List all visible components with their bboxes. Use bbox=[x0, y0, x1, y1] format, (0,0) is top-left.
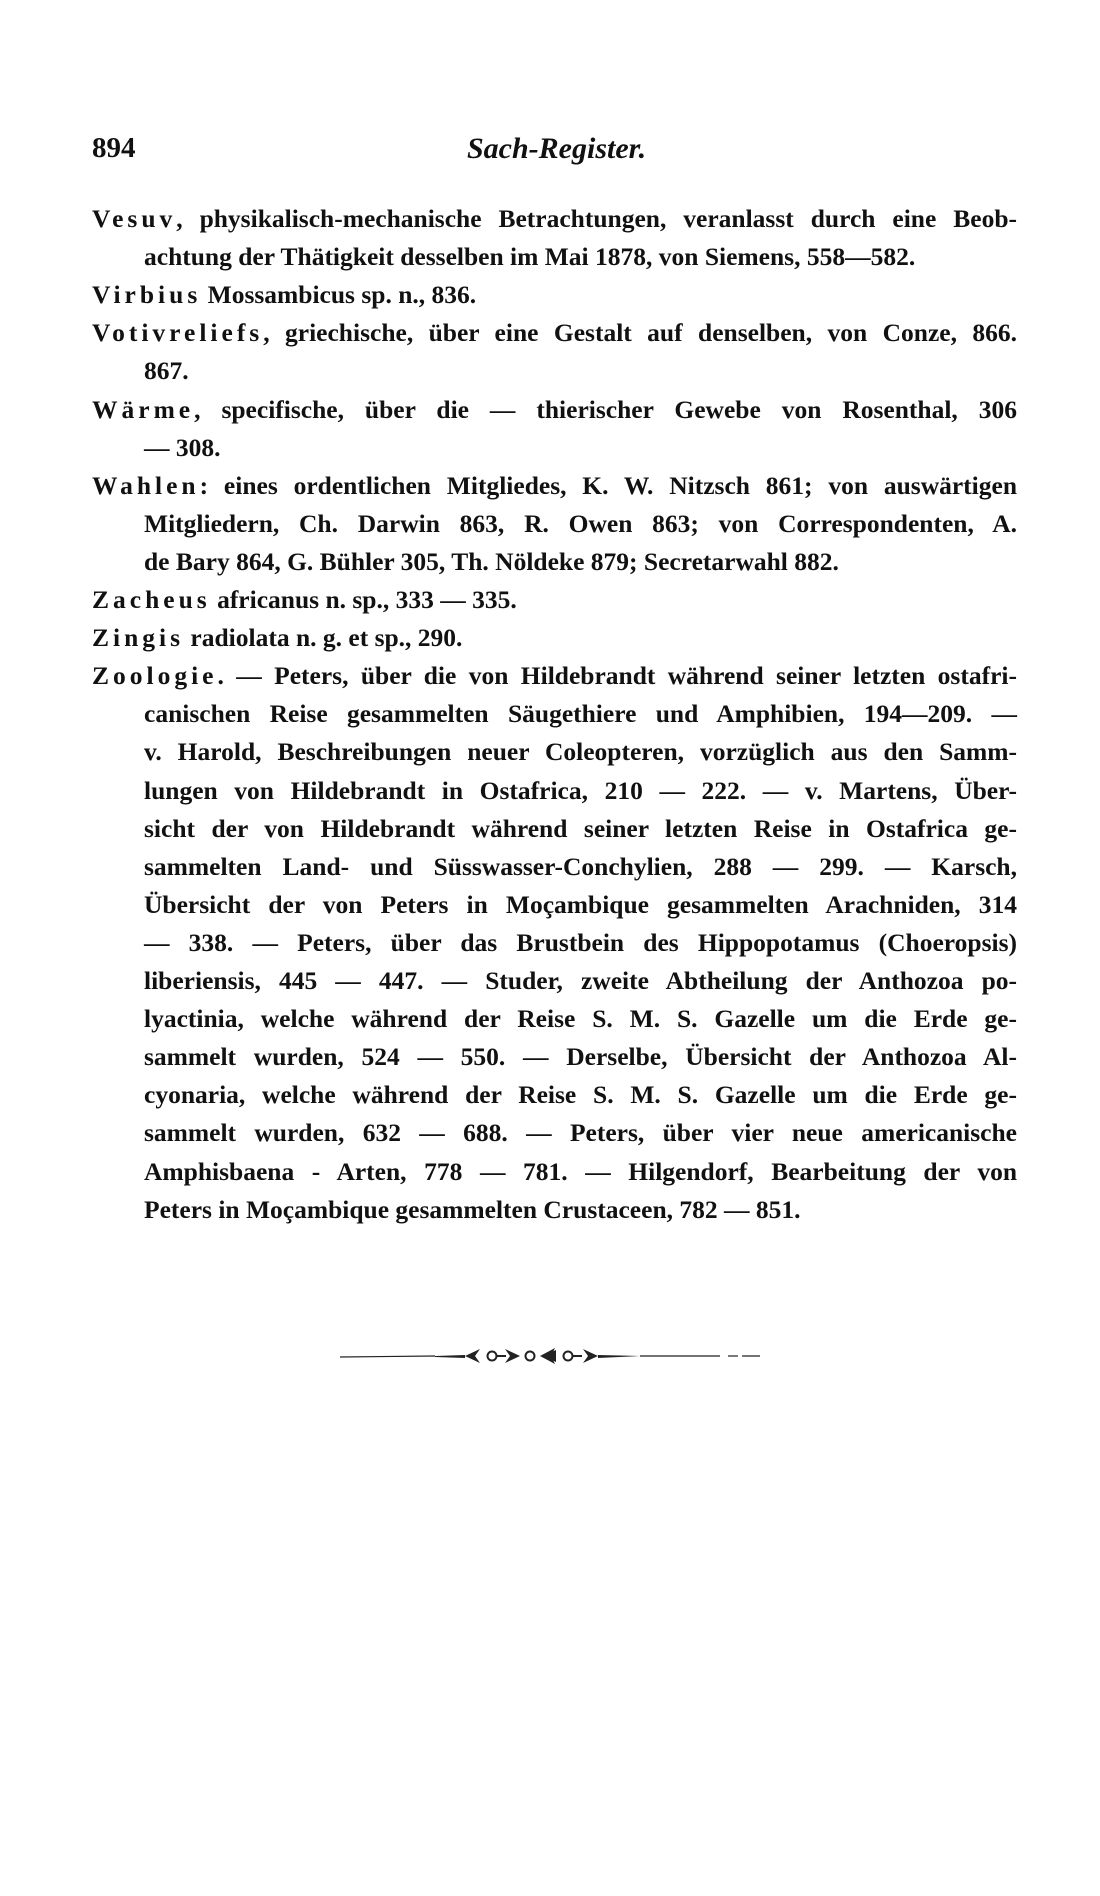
entry-text: Amphisbaena - Arten, 778 — 781. — Hilgendorf, Bearbeitung der von bbox=[144, 1156, 1017, 1186]
entry-text: — 338. — Peters, über das Brustbein des Hippopotamus (Choeropsis) bbox=[144, 927, 1017, 957]
entry-heading: Vesuv bbox=[92, 204, 177, 233]
entry-text: , physikalisch-mechanische Betrachtungen, veranlasst durch eine Beob- bbox=[176, 204, 1017, 233]
entry-text: Mitgliedern, Ch. Darwin 863, R. Owen 863; von Correspondenten, A. bbox=[144, 508, 1017, 538]
index-entry-continuation bbox=[144, 733, 1017, 771]
index-entry-continuation bbox=[144, 429, 1017, 467]
index-entry-continuation bbox=[144, 962, 1017, 1000]
index-entry-continuation bbox=[144, 810, 1017, 848]
index-entry-continuation bbox=[144, 924, 1017, 962]
index-entry-continuation bbox=[144, 772, 1017, 810]
running-title: Sach-Register. bbox=[467, 132, 647, 165]
index-entry-line bbox=[92, 581, 1017, 619]
entry-text: canischen Reise gesammelten Säugethiere und Amphibien, 194—209. — bbox=[144, 699, 1017, 729]
entry-text: — 308. bbox=[144, 432, 221, 462]
index-entry-line bbox=[92, 200, 1017, 238]
entry-text: sammelt wurden, 524 — 550. — Derselbe, Übersicht der Anthozoa Al- bbox=[144, 1042, 1017, 1072]
entry-text: 867. bbox=[144, 356, 189, 386]
index-entry-line bbox=[92, 619, 1017, 657]
entry-text: cyonaria, welche während der Reise S. M. S. Gazelle um die Erde ge- bbox=[144, 1080, 1017, 1110]
entry-text: liberiensis, 445 — 447. — Studer, zweite Abtheilung der Anthozoa po- bbox=[144, 966, 1017, 995]
entry-heading: Zingis bbox=[92, 623, 185, 653]
index-entry-line bbox=[92, 657, 1017, 695]
index-entry-continuation bbox=[144, 352, 1017, 390]
index-entry-continuation bbox=[144, 1153, 1017, 1191]
entry-text: de Bary 864, G. Bühler 305, Th. Nöldeke 879; Secretarwahl 882. bbox=[144, 546, 839, 576]
entry-text: , griechische, über eine Gestalt auf denselben, von Conze, 866. bbox=[263, 318, 1017, 348]
entry-heading: Virbius bbox=[92, 280, 202, 310]
index-entry-line bbox=[92, 276, 1017, 314]
entry-text: . — Peters, über die von Hildebrandt während seiner letzten ostafri- bbox=[217, 661, 1017, 691]
entry-text: achtung der Thätigkeit desselben im Mai 1878, von Siemens, 558—582. bbox=[144, 242, 916, 272]
index-entry-continuation bbox=[144, 1000, 1017, 1038]
index-entry-continuation bbox=[144, 543, 1017, 581]
index-entry-continuation bbox=[144, 505, 1017, 543]
entry-heading: Wärme bbox=[92, 394, 195, 424]
index-entry-continuation bbox=[144, 695, 1017, 733]
entry-text: Peters in Moçambique gesammelten Crustaceen, 782 — 851. bbox=[144, 1194, 801, 1224]
entry-heading: Votivreliefs bbox=[92, 318, 264, 348]
page-number: 894 bbox=[92, 132, 136, 164]
entry-text: radiolata n. g. et sp., 290. bbox=[184, 623, 463, 653]
index-entry-line bbox=[92, 391, 1017, 429]
entry-heading: Wahlen bbox=[92, 470, 200, 500]
entry-text: lyactinia, welche während der Reise S. M. S. Gazelle um die Erde ge- bbox=[144, 1004, 1017, 1034]
entry-text: , specifische, über die — thierischer Gewebe von Rosenthal, 306 bbox=[194, 394, 1017, 424]
entry-heading: Zoologie bbox=[92, 661, 218, 691]
entry-text: lungen von Hildebrandt in Ostafrica, 210 — 222. — v. Martens, Über- bbox=[144, 775, 1017, 805]
index-entry-continuation bbox=[144, 1038, 1017, 1076]
entry-text: Mossambicus sp. n., 836. bbox=[201, 280, 477, 310]
index-entry-line bbox=[92, 314, 1017, 352]
entry-text: sammelten Land- und Süsswasser-Conchylien, 288 — 299. — Karsch, bbox=[144, 851, 1017, 881]
entry-heading: Zacheus bbox=[92, 585, 211, 614]
entry-text: v. Harold, Beschreibungen neuer Coleopteren, vorzüglich aus den Samm- bbox=[144, 737, 1017, 767]
entry-text: africanus n. sp., 333 — 335. bbox=[210, 585, 517, 614]
entry-text: : eines ordentlichen Mitgliedes, K. W. Nitzsch 861; von auswärtigen bbox=[199, 470, 1017, 500]
index-entry-continuation bbox=[144, 1114, 1017, 1152]
index-entry-line bbox=[92, 467, 1017, 505]
entry-text: sicht der von Hildebrandt während seiner letzten Reise in Ostafrica ge- bbox=[144, 813, 1017, 843]
entry-text: Übersicht der von Peters in Moçambique gesammelten Arachniden, 314 bbox=[144, 889, 1017, 919]
entry-text: sammelt wurden, 632 — 688. — Peters, über vier neue americanische bbox=[144, 1118, 1017, 1148]
index-entry-continuation bbox=[144, 238, 1017, 276]
index-entry-continuation bbox=[144, 886, 1017, 924]
index-entry-continuation bbox=[144, 1076, 1017, 1114]
index-entry-continuation bbox=[144, 848, 1017, 886]
index-entry-continuation bbox=[144, 1191, 1017, 1229]
ornamental-rule-icon bbox=[340, 1344, 760, 1368]
